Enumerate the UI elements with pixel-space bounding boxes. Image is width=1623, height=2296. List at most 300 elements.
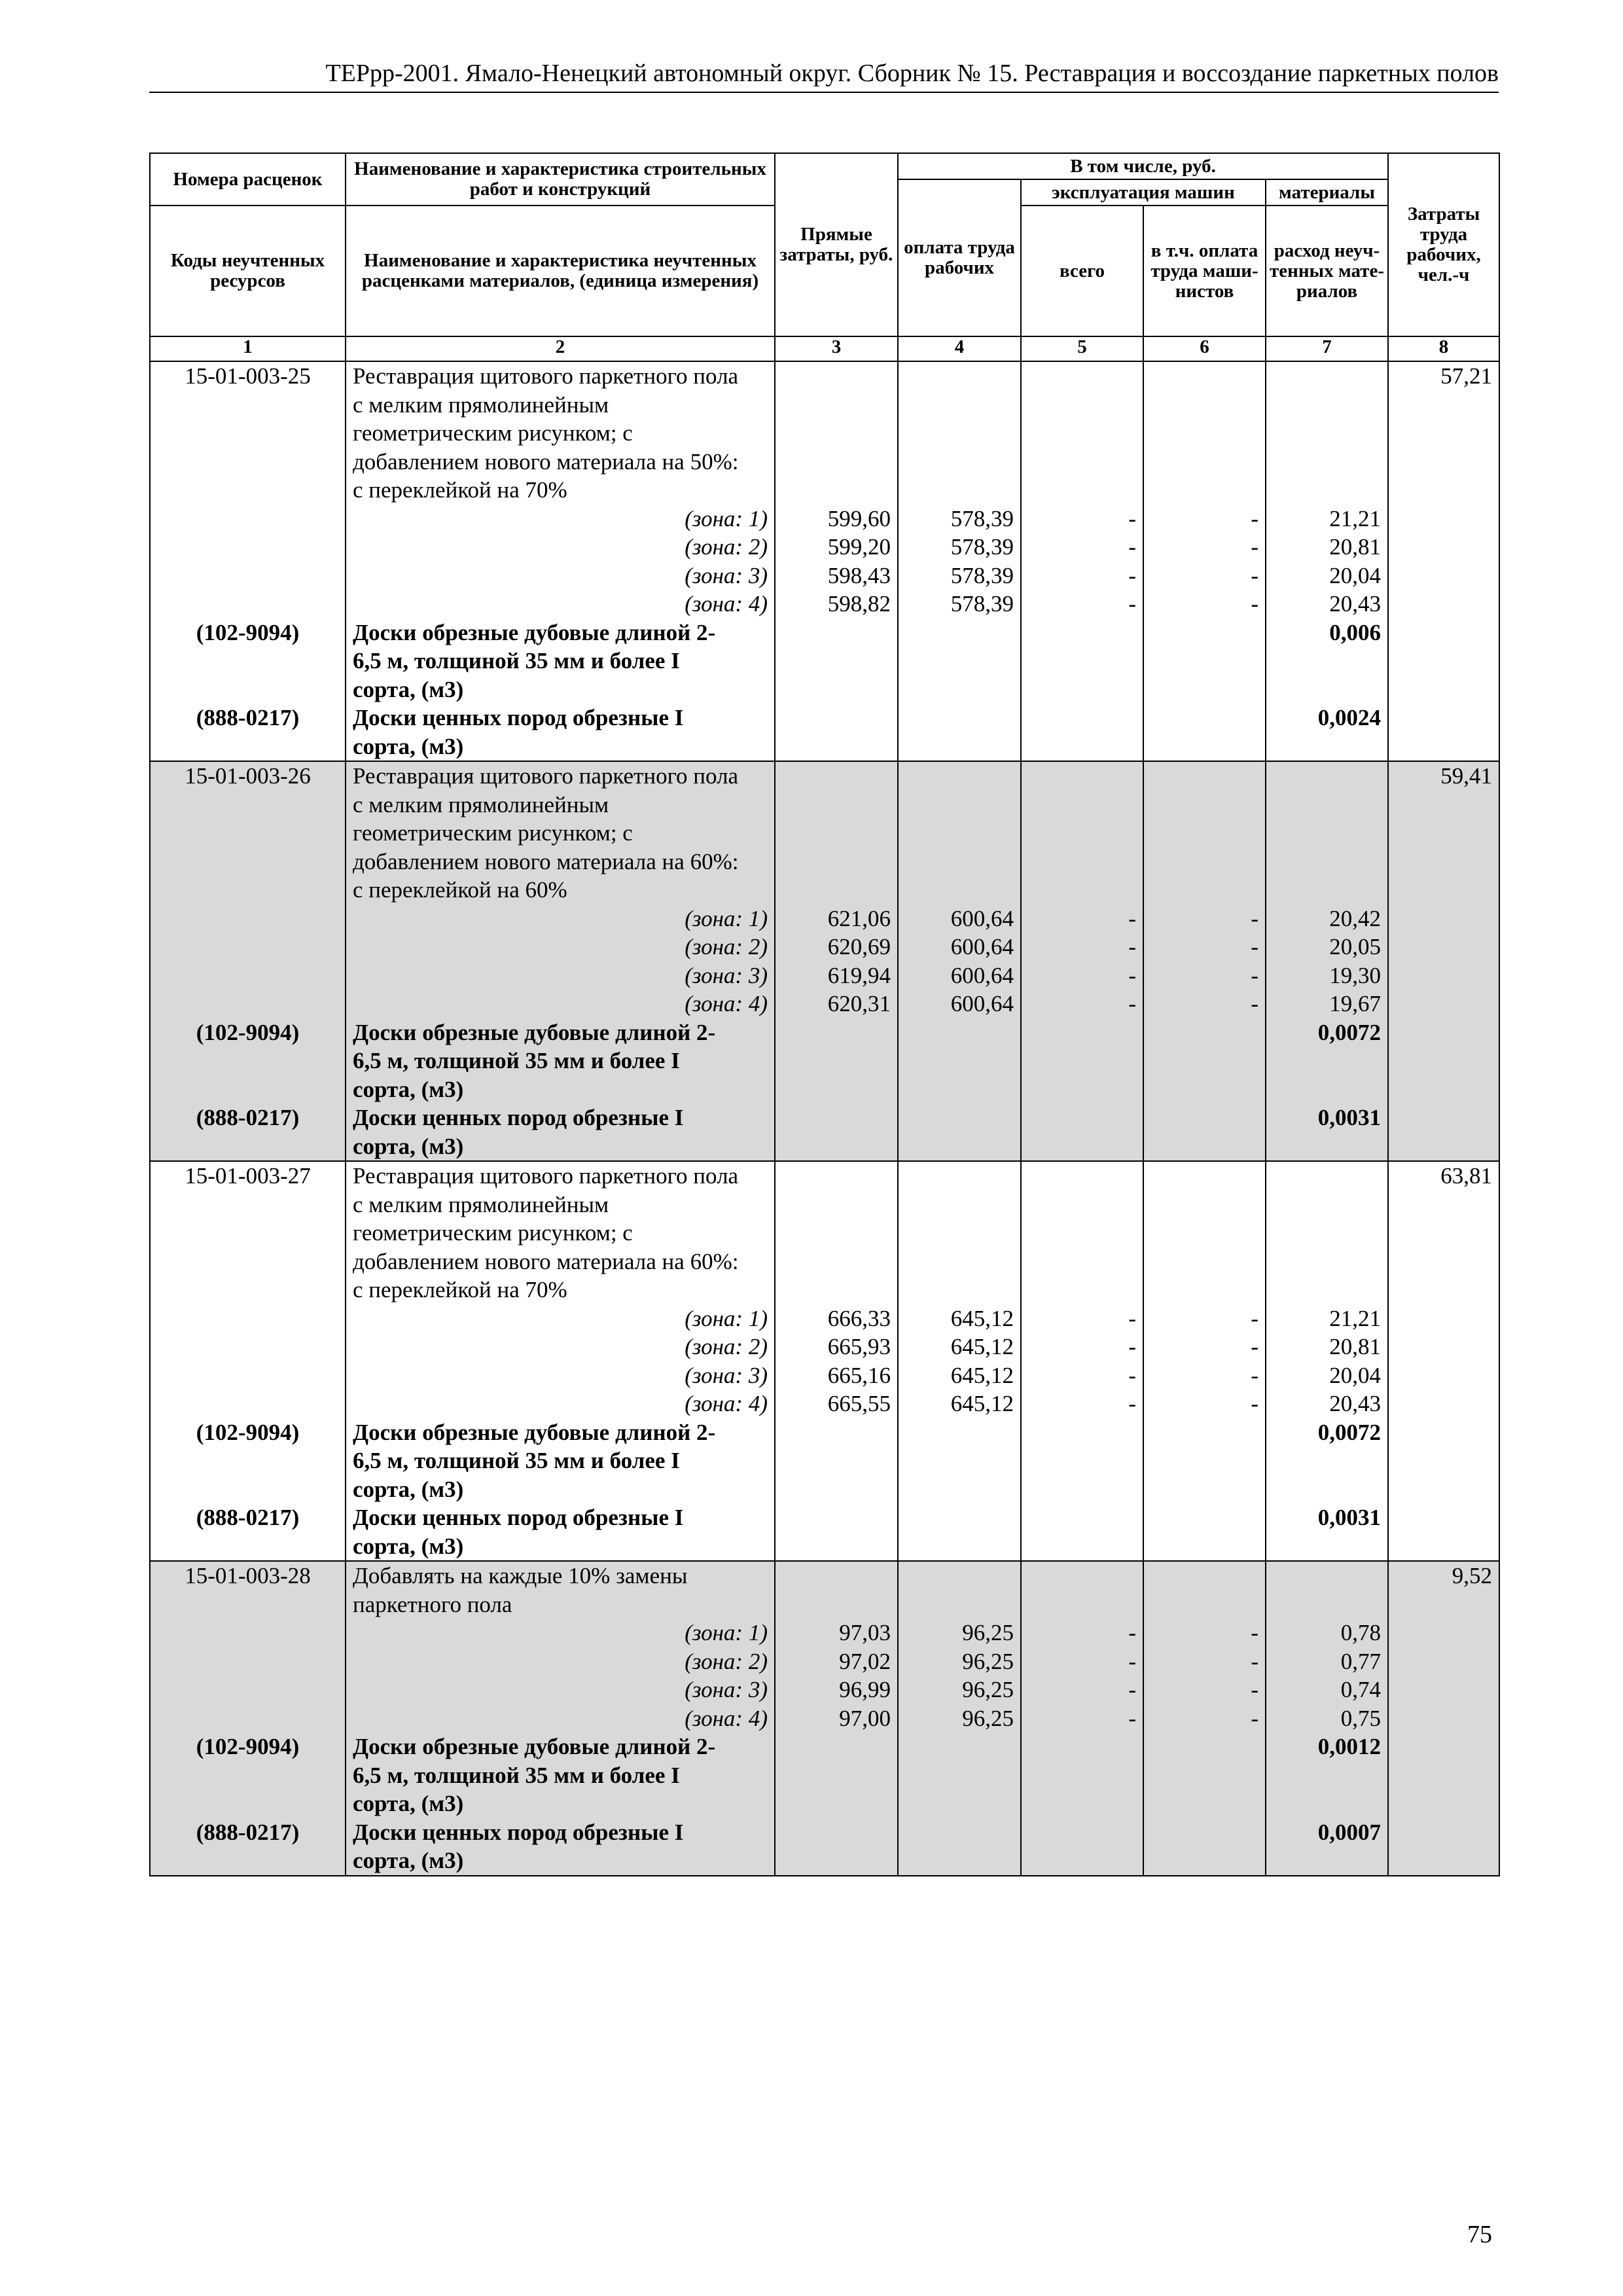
value-cell: [775, 1503, 898, 1532]
value-cell: [898, 391, 1021, 420]
value-cell: [775, 619, 898, 647]
machines-total: -: [1021, 1619, 1143, 1647]
resource-code: [150, 1532, 346, 1562]
value-cell: [1021, 448, 1143, 476]
resource-code: [150, 1761, 346, 1790]
machines-total: -: [1021, 1676, 1143, 1704]
machines-total: -: [1021, 905, 1143, 933]
labor-pay: 645,12: [898, 1304, 1021, 1333]
value-cell: [898, 1418, 1021, 1447]
materials-cost: 0,75: [1266, 1704, 1388, 1733]
col-materials: материалы: [1266, 179, 1388, 206]
materials-cost: 20,42: [1266, 905, 1388, 933]
value-cell: [898, 1247, 1021, 1276]
zone-row: [150, 905, 1499, 933]
material-consumption: [1266, 1789, 1388, 1818]
material-consumption: [1266, 1846, 1388, 1876]
col-material-name: Наименование и характеристика неучтенных расценками материалов, (единица измерения): [346, 206, 775, 336]
value-cell: [775, 448, 898, 476]
zone-code-cell: [150, 1647, 346, 1676]
rate-desc-row: [150, 848, 1499, 876]
material-consumption: [1266, 1446, 1388, 1475]
labor-pay: 578,39: [898, 590, 1021, 619]
machinists-pay: -: [1143, 1676, 1266, 1704]
labor-cost: [1388, 1219, 1499, 1247]
value-cell: [1143, 819, 1266, 848]
material-name: сорта, (м3): [346, 675, 775, 704]
direct-cost: 599,60: [775, 505, 898, 533]
value-cell: [1021, 1247, 1143, 1276]
zone-label: (зона: 3): [346, 961, 775, 990]
value-cell: [1143, 647, 1266, 675]
value-cell: [1143, 1732, 1266, 1761]
value-cell: [898, 1561, 1021, 1590]
material-row: [150, 1075, 1499, 1104]
value-cell: [775, 1789, 898, 1818]
rate-row: [150, 1561, 1499, 1590]
value-cell: [898, 819, 1021, 848]
value-cell: [1143, 1789, 1266, 1818]
material-row: [150, 1761, 1499, 1790]
value-cell: [1021, 1219, 1143, 1247]
material-row: [150, 1132, 1499, 1162]
value-cell: [898, 448, 1021, 476]
materials-cost: 20,04: [1266, 562, 1388, 590]
value-cell: [1143, 1132, 1266, 1162]
rate-description: добавлением нового материала на 60%:: [346, 848, 775, 876]
value-cell: [1021, 761, 1143, 791]
material-consumption: [1266, 1132, 1388, 1162]
value-cell: [775, 1761, 898, 1790]
machinists-pay: -: [1143, 961, 1266, 990]
machinists-pay: -: [1143, 590, 1266, 619]
rate-row: [150, 1161, 1499, 1191]
machinists-pay: -: [1143, 533, 1266, 562]
value-cell: [1021, 791, 1143, 819]
col-labor-costs: Затраты труда рабочих, чел.-ч: [1388, 153, 1499, 336]
value-cell: [898, 1276, 1021, 1304]
material-name: сорта, (м3): [346, 1075, 775, 1104]
labor-cost: [1388, 1704, 1499, 1733]
labor-cost: [1388, 419, 1499, 448]
value-cell: [1266, 1191, 1388, 1219]
material-name: Доски обрезные дубовые длиной 2-: [346, 619, 775, 647]
labor-pay: 645,12: [898, 1361, 1021, 1390]
material-row: [150, 1047, 1499, 1075]
rate-code: [150, 1247, 346, 1276]
column-number: 2: [346, 336, 775, 361]
zone-row: [150, 1619, 1499, 1647]
rate-row: [150, 361, 1499, 391]
zone-label: (зона: 4): [346, 1704, 775, 1733]
value-cell: [1021, 1191, 1143, 1219]
material-row: [150, 1018, 1499, 1047]
materials-cost: 0,78: [1266, 1619, 1388, 1647]
material-consumption: [1266, 647, 1388, 675]
value-cell: [1143, 1247, 1266, 1276]
value-cell: [898, 732, 1021, 762]
value-cell: [898, 361, 1021, 391]
zone-code-cell: [150, 1390, 346, 1418]
zone-label: (зона: 1): [346, 1619, 775, 1647]
rate-description: Реставрация щитового паркетного пола: [346, 361, 775, 391]
rate-code: [150, 1191, 346, 1219]
zone-label: (зона: 1): [346, 1304, 775, 1333]
rates-table: [149, 152, 1500, 1876]
rate-code: 15-01-003-27: [150, 1161, 346, 1191]
value-cell: [775, 419, 898, 448]
value-cell: [775, 1161, 898, 1191]
labor-cost: [1388, 791, 1499, 819]
machinists-pay: -: [1143, 1704, 1266, 1733]
value-cell: [775, 1418, 898, 1447]
labor-cost: [1388, 505, 1499, 533]
zone-label: (зона: 4): [346, 1390, 775, 1418]
rate-code: [150, 791, 346, 819]
value-cell: [1143, 761, 1266, 791]
machines-total: -: [1021, 590, 1143, 619]
value-cell: [898, 647, 1021, 675]
material-row: [150, 1732, 1499, 1761]
materials-cost: 0,77: [1266, 1647, 1388, 1676]
value-cell: [898, 1818, 1021, 1847]
value-cell: [1143, 1219, 1266, 1247]
zone-label: (зона: 4): [346, 590, 775, 619]
value-cell: [775, 819, 898, 848]
zone-row: [150, 961, 1499, 990]
value-cell: [898, 619, 1021, 647]
material-row: [150, 619, 1499, 647]
labor-pay: 96,25: [898, 1704, 1021, 1733]
rate-code: [150, 476, 346, 505]
machinists-pay: -: [1143, 990, 1266, 1018]
value-cell: [1021, 1161, 1143, 1191]
zone-code-cell: [150, 961, 346, 990]
rate-code: [150, 1590, 346, 1619]
value-cell: [775, 1018, 898, 1047]
value-cell: [775, 761, 898, 791]
material-row: [150, 647, 1499, 675]
value-cell: [1143, 1532, 1266, 1562]
column-number: 3: [775, 336, 898, 361]
material-row: [150, 1418, 1499, 1447]
material-name: Доски обрезные дубовые длиной 2-: [346, 1018, 775, 1047]
rate-description: Добавлять на каждые 10% замены: [346, 1561, 775, 1590]
material-name: 6,5 м, толщиной 35 мм и более I: [346, 647, 775, 675]
zone-code-cell: [150, 990, 346, 1018]
labor-cost: [1388, 1647, 1499, 1676]
resource-code: (102-9094): [150, 1018, 346, 1047]
material-consumption: 0,0031: [1266, 1103, 1388, 1132]
zone-code-cell: [150, 590, 346, 619]
machinists-pay: -: [1143, 562, 1266, 590]
rate-code: [150, 848, 346, 876]
direct-cost: 665,16: [775, 1361, 898, 1390]
value-cell: [775, 732, 898, 762]
zone-label: (зона: 2): [346, 1647, 775, 1676]
materials-cost: 20,04: [1266, 1361, 1388, 1390]
resource-code: [150, 732, 346, 762]
value-cell: [1021, 1047, 1143, 1075]
labor-cost: [1388, 1361, 1499, 1390]
rate-desc-row: [150, 1191, 1499, 1219]
labor-cost: [1388, 848, 1499, 876]
materials-cost: 21,21: [1266, 505, 1388, 533]
value-cell: [775, 361, 898, 391]
rate-desc-row: [150, 419, 1499, 448]
labor-pay: 578,39: [898, 505, 1021, 533]
value-cell: [1021, 1446, 1143, 1475]
material-name: Доски обрезные дубовые длиной 2-: [346, 1418, 775, 1447]
value-cell: [1021, 1789, 1143, 1818]
value-cell: [775, 1561, 898, 1590]
value-cell: [1021, 732, 1143, 762]
resource-code: [150, 1846, 346, 1876]
rate-desc-row: [150, 1247, 1499, 1276]
column-number: 1: [150, 336, 346, 361]
labor-cost: [1388, 1304, 1499, 1333]
materials-cost: 20,43: [1266, 1390, 1388, 1418]
value-cell: [775, 647, 898, 675]
materials-cost: 20,43: [1266, 590, 1388, 619]
value-cell: [1143, 1191, 1266, 1219]
rate-code: [150, 419, 346, 448]
labor-cost: 63,81: [1388, 1161, 1499, 1191]
value-cell: [775, 1732, 898, 1761]
machinists-pay: -: [1143, 905, 1266, 933]
direct-cost: 620,31: [775, 990, 898, 1018]
machines-total: -: [1021, 961, 1143, 990]
material-row: [150, 1789, 1499, 1818]
value-cell: [1021, 361, 1143, 391]
labor-cost: [1388, 1761, 1499, 1790]
rate-desc-row: [150, 819, 1499, 848]
value-cell: [1021, 619, 1143, 647]
value-cell: [1021, 1818, 1143, 1847]
resource-code: (888-0217): [150, 704, 346, 732]
value-cell: [1143, 791, 1266, 819]
value-cell: [1266, 1276, 1388, 1304]
machinists-pay: -: [1143, 1304, 1266, 1333]
labor-cost: [1388, 590, 1499, 619]
value-cell: [898, 1075, 1021, 1104]
value-cell: [1021, 391, 1143, 420]
direct-cost: 96,99: [775, 1676, 898, 1704]
labor-cost: [1388, 704, 1499, 732]
labor-pay: 600,64: [898, 961, 1021, 990]
material-consumption: [1266, 732, 1388, 762]
value-cell: [1266, 391, 1388, 420]
zone-row: [150, 990, 1499, 1018]
machines-total: -: [1021, 1647, 1143, 1676]
rate-desc-row: [150, 876, 1499, 905]
value-cell: [1143, 1075, 1266, 1104]
value-cell: [1021, 1590, 1143, 1619]
rate-description: Реставрация щитового паркетного пола: [346, 1161, 775, 1191]
value-cell: [775, 1532, 898, 1562]
materials-cost: 20,81: [1266, 1333, 1388, 1361]
value-cell: [1143, 619, 1266, 647]
machines-total: -: [1021, 1304, 1143, 1333]
labor-cost: [1388, 1075, 1499, 1104]
value-cell: [775, 1132, 898, 1162]
rate-description: паркетного пола: [346, 1590, 775, 1619]
value-cell: [775, 675, 898, 704]
labor-pay: 96,25: [898, 1676, 1021, 1704]
value-cell: [1021, 704, 1143, 732]
rate-description: с мелким прямолинейным: [346, 791, 775, 819]
value-cell: [1143, 1103, 1266, 1132]
zone-code-cell: [150, 1676, 346, 1704]
rate-description: геометрическим рисунком; с: [346, 419, 775, 448]
value-cell: [1021, 1132, 1143, 1162]
material-name: 6,5 м, толщиной 35 мм и более I: [346, 1446, 775, 1475]
zone-row: [150, 1390, 1499, 1418]
zone-code-cell: [150, 1304, 346, 1333]
labor-pay: 96,25: [898, 1647, 1021, 1676]
material-name: Доски обрезные дубовые длиной 2-: [346, 1732, 775, 1761]
value-cell: [1143, 1761, 1266, 1790]
zone-row: [150, 505, 1499, 533]
direct-cost: 619,94: [775, 961, 898, 990]
zone-row: [150, 1304, 1499, 1333]
labor-cost: [1388, 1532, 1499, 1562]
material-consumption: 0,0007: [1266, 1818, 1388, 1847]
material-name: сорта, (м3): [346, 1132, 775, 1162]
rate-desc-row: [150, 1219, 1499, 1247]
zone-row: [150, 562, 1499, 590]
value-cell: [1143, 476, 1266, 505]
value-cell: [775, 1191, 898, 1219]
value-cell: [775, 1590, 898, 1619]
zone-row: [150, 1361, 1499, 1390]
value-cell: [1143, 675, 1266, 704]
labor-cost: [1388, 1018, 1499, 1047]
resource-code: [150, 1789, 346, 1818]
value-cell: [1021, 1475, 1143, 1504]
resource-code: [150, 1446, 346, 1475]
labor-cost: [1388, 1276, 1499, 1304]
labor-cost: 59,41: [1388, 761, 1499, 791]
column-number: 4: [898, 336, 1021, 361]
value-cell: [898, 1475, 1021, 1504]
value-cell: [1266, 448, 1388, 476]
labor-cost: [1388, 562, 1499, 590]
zone-code-cell: [150, 933, 346, 961]
value-cell: [1143, 876, 1266, 905]
labor-pay: 600,64: [898, 933, 1021, 961]
materials-cost: 0,74: [1266, 1676, 1388, 1704]
value-cell: [775, 391, 898, 420]
value-cell: [1021, 476, 1143, 505]
value-cell: [1266, 791, 1388, 819]
value-cell: [1143, 1503, 1266, 1532]
value-cell: [1021, 1075, 1143, 1104]
col-machines: эксплуатация машин: [1021, 179, 1266, 206]
rate-desc-row: [150, 476, 1499, 505]
machines-total: -: [1021, 533, 1143, 562]
material-name: Доски ценных пород обрезные I: [346, 1103, 775, 1132]
value-cell: [775, 791, 898, 819]
zone-label: (зона: 2): [346, 933, 775, 961]
value-cell: [1266, 876, 1388, 905]
rate-description: с переклейкой на 60%: [346, 876, 775, 905]
labor-cost: [1388, 1103, 1499, 1132]
labor-cost: [1388, 933, 1499, 961]
page-header: ТЕРрр-2001. Ямало-Ненецкий автономный округ. Сборник № 15. Реставрация и воссоздание паркетных полов: [149, 58, 1499, 93]
value-cell: [1266, 476, 1388, 505]
material-row: [150, 1446, 1499, 1475]
machines-total: -: [1021, 933, 1143, 961]
material-row: [150, 1818, 1499, 1847]
direct-cost: 666,33: [775, 1304, 898, 1333]
labor-cost: [1388, 448, 1499, 476]
value-cell: [1266, 361, 1388, 391]
machines-total: -: [1021, 1390, 1143, 1418]
value-cell: [1266, 1247, 1388, 1276]
rate-description: добавлением нового материала на 50%:: [346, 448, 775, 476]
labor-cost: [1388, 1676, 1499, 1704]
machinists-pay: -: [1143, 933, 1266, 961]
value-cell: [1021, 1018, 1143, 1047]
value-cell: [898, 1047, 1021, 1075]
resource-code: (102-9094): [150, 1418, 346, 1447]
col-labor-pay: оплата труда рабочих: [898, 179, 1021, 336]
col-material-consumption: расход неуч-тенных мате-риалов: [1266, 206, 1388, 336]
labor-cost: [1388, 1132, 1499, 1162]
direct-cost: 665,55: [775, 1390, 898, 1418]
rate-desc-row: [150, 391, 1499, 420]
zone-row: [150, 590, 1499, 619]
value-cell: [1266, 1561, 1388, 1590]
value-cell: [1143, 1161, 1266, 1191]
direct-cost: 665,93: [775, 1333, 898, 1361]
zone-label: (зона: 3): [346, 562, 775, 590]
labor-cost: [1388, 1846, 1499, 1876]
materials-cost: 20,81: [1266, 533, 1388, 562]
value-cell: [1266, 1161, 1388, 1191]
resource-code: (888-0217): [150, 1103, 346, 1132]
value-cell: [1143, 848, 1266, 876]
materials-cost: 21,21: [1266, 1304, 1388, 1333]
material-consumption: [1266, 1532, 1388, 1562]
resource-code: (888-0217): [150, 1818, 346, 1847]
value-cell: [898, 704, 1021, 732]
page-number: 75: [1467, 2221, 1492, 2248]
labor-cost: [1388, 819, 1499, 848]
zone-row: [150, 533, 1499, 562]
resource-code: [150, 1047, 346, 1075]
labor-cost: [1388, 619, 1499, 647]
rate-desc-row: [150, 791, 1499, 819]
value-cell: [1021, 819, 1143, 848]
labor-cost: [1388, 1247, 1499, 1276]
rate-code: [150, 448, 346, 476]
value-cell: [898, 1161, 1021, 1191]
value-cell: [775, 1047, 898, 1075]
value-cell: [1143, 361, 1266, 391]
value-cell: [898, 1503, 1021, 1532]
value-cell: [1143, 704, 1266, 732]
value-cell: [1021, 1503, 1143, 1532]
material-consumption: 0,0012: [1266, 1732, 1388, 1761]
labor-pay: 578,39: [898, 562, 1021, 590]
material-consumption: [1266, 1075, 1388, 1104]
value-cell: [1021, 419, 1143, 448]
rate-description: с мелким прямолинейным: [346, 391, 775, 420]
rate-description: геометрическим рисунком; с: [346, 1219, 775, 1247]
value-cell: [1143, 1475, 1266, 1504]
